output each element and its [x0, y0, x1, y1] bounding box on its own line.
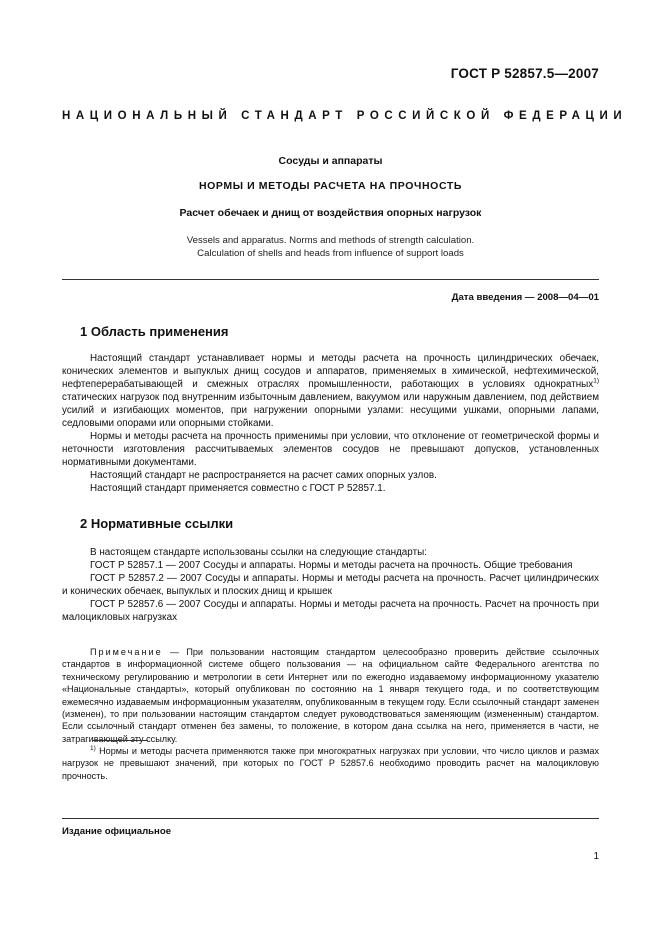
reference-2: ГОСТ Р 52857.2 — 2007 Сосуды и аппараты. Нормы и методы расчета на прочность. Расчет цилиндрических и конических обечаек, выпуклых и плоских днищ и крышек	[62, 573, 599, 597]
section-1-body	[62, 352, 599, 495]
note	[62, 646, 599, 745]
footnote	[62, 745, 599, 782]
page-number: 1	[593, 851, 599, 862]
section-1-paragraph-4: Настоящий стандарт применяется совместно с ГОСТ Р 52857.1.	[90, 483, 386, 494]
section-1-paragraph-1: Настоящий стандарт устанавливает нормы и методы расчета на прочность цилиндрических обечаек, конических элементов и выпуклых днищ сосудов и аппаратов, применяемых в химической, нефтехимической, нефтеперерабатывающей и смежных отраслях промышленности, работающих в условиях однократных$^{1)}$ статических нагрузок под внутренним избыточным давлением, вакуумом или наружным давлением, под действием усилий и изгибающих моментов, при нагружении опорными узлами: несущими ушками, опорными лапами, седловыми опорами или опорными стойками.	[62, 353, 599, 429]
section-1-paragraph-2: Нормы и методы расчета на прочность применимы при условии, что отклонение от геометрической формы и неточности изготовления рассчитываемых элементов сосудов не превышают допусков, установленных нормативными документами.	[62, 431, 599, 468]
reference-1: ГОСТ Р 52857.1 — 2007 Сосуды и аппараты. Нормы и методы расчета на прочность. Общие требования	[90, 560, 573, 571]
footnote-divider	[92, 740, 148, 741]
subtitle: Расчет обечаек и днищ от воздействия опорных нагрузок	[179, 207, 482, 219]
section-2-intro: В настоящем стандарте использованы ссылки на следующие стандарты:	[90, 547, 427, 558]
introduction-date: Дата введения — 2008—04—01	[451, 292, 599, 303]
reference-3: ГОСТ Р 52857.6 — 2007 Сосуды и аппараты. Нормы и методы расчета на прочность. Расчет на прочность при малоцикловых нагрузках	[62, 599, 599, 623]
edition-label: Издание официальное	[62, 826, 172, 837]
footnote-ref: 1)	[593, 377, 599, 385]
section-1-paragraph-3: Настоящий стандарт не распространяется на расчет самих опорных узлов.	[90, 470, 437, 481]
english-title	[62, 235, 599, 260]
english-title-line-2: Calculation of shells and heads from influence of support loads	[197, 247, 464, 259]
document-id: ГОСТ Р 52857.5—2007	[450, 66, 599, 81]
note-text: — При пользовании настоящим стандартом целесообразно проверить действие ссылочных стандартов в информационной системе общего пользования — на официальном сайте Федерального агентства по техническому регулированию и метрологии в сети Интернет или по ежегодно издаваемому информационному указателю «Национальные стандарты», который опубликован по состоянию на 1 января текущего года, и по соответствующим ежемесячно издаваемым информационным указателям, опубликованным в текущем году. Если ссылочный стандарт заменен (изменен), то при пользовании настоящим стандартом следует руководствоваться заменяющим (измененным) стандартом. Если ссылочный стандарт отменен без замены, то положение, в котором дана ссылка на него, применяется в части, не затрагивающей эту ссылку.	[62, 647, 599, 744]
english-title-line-1: Vessels and apparatus. Norms and methods of strength calculation.	[186, 235, 475, 246]
note-label: Примечание	[90, 647, 163, 657]
section-1-heading: 1 Область применения	[80, 324, 229, 339]
title-divider	[62, 279, 599, 280]
section-2-body	[62, 546, 599, 624]
series-title: Сосуды и аппараты	[278, 155, 383, 167]
national-standard-banner: НАЦИОНАЛЬНЫЙ СТАНДАРТ РОССИЙСКОЙ ФЕДЕРАЦИИ	[62, 110, 628, 122]
footnote-text: Нормы и методы расчета применяются также при многократных нагрузках при условии, что число циклов и размах нагрузок не превышают значений, при которых по ГОСТ Р 52857.6 необходимо проводить расчет на малоцикловую прочность.	[62, 746, 599, 781]
footer-divider	[62, 818, 599, 819]
main-title: НОРМЫ И МЕТОДЫ РАСЧЕТА НА ПРОЧНОСТЬ	[198, 180, 463, 192]
footnote-marker: 1)	[90, 744, 96, 752]
section-2-heading: 2 Нормативные ссылки	[80, 516, 234, 531]
